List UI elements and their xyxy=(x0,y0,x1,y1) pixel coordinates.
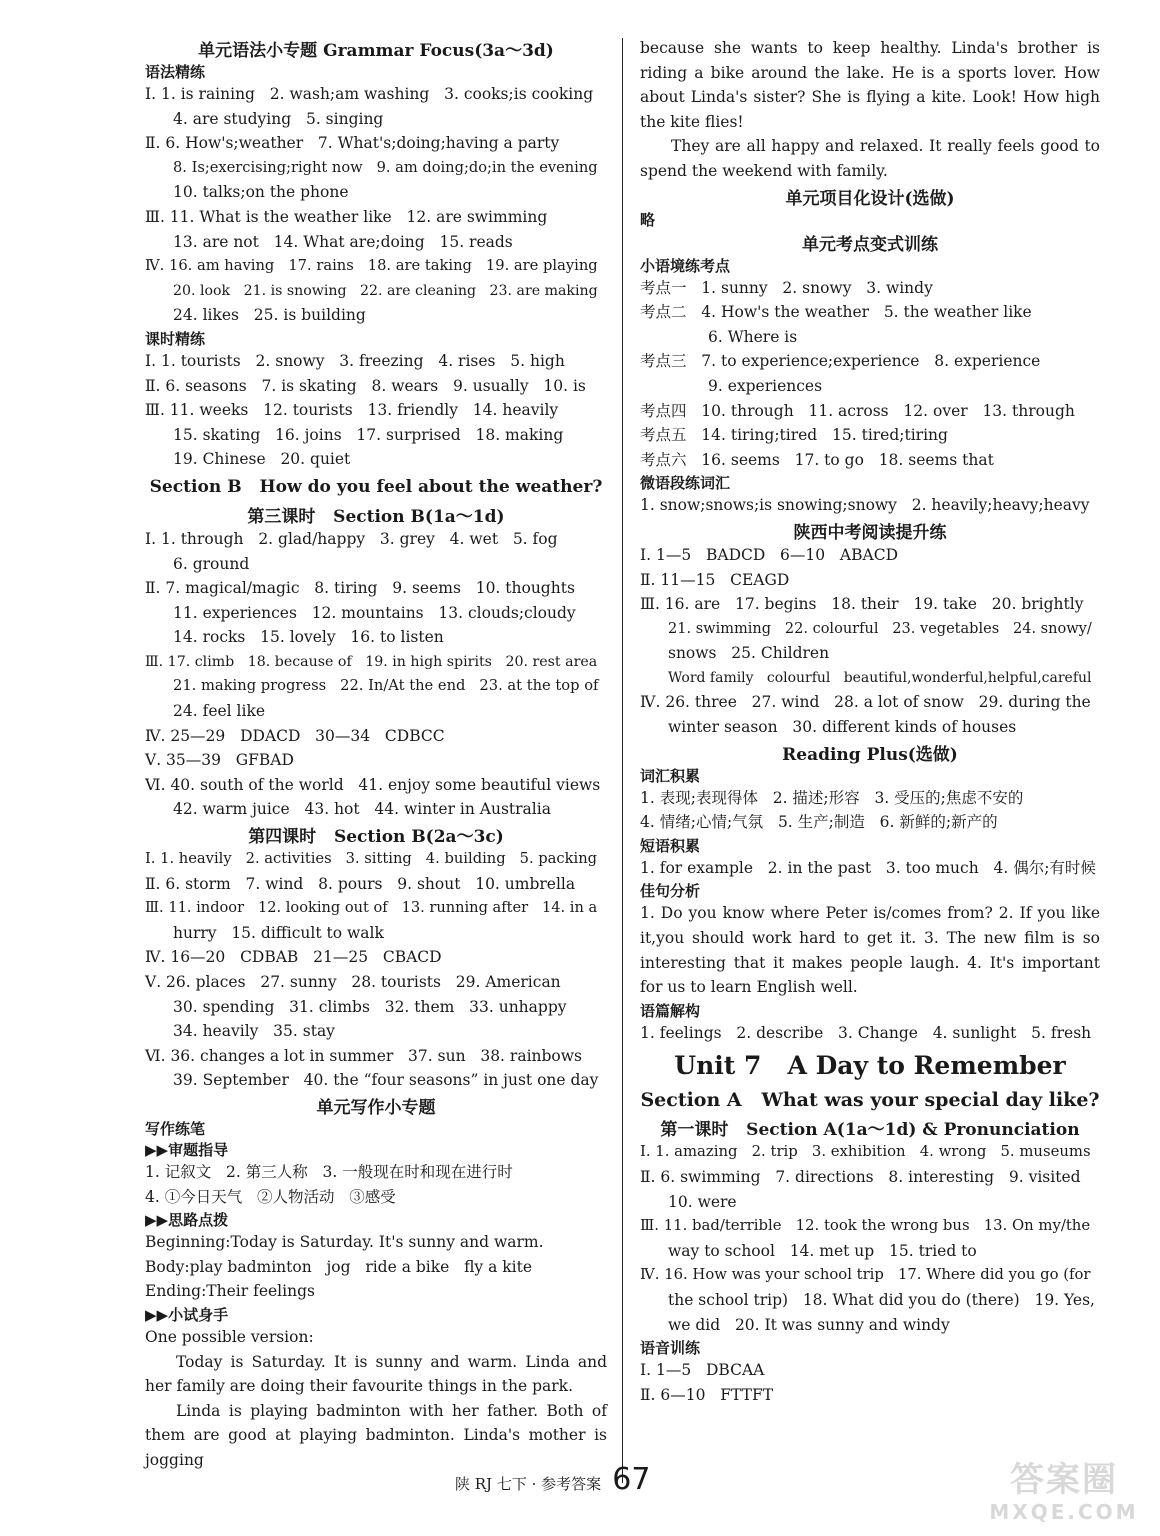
answer-line: Ⅳ. 26. three 27. wind 28. a lot of snow 29. during the xyxy=(640,693,1091,712)
watermark-text: 答案圈 xyxy=(1010,1460,1118,1500)
paragraph: Linda is playing badminton with her father. Both of them are good at playing badminton. Linda's mother is jogging xyxy=(145,1401,607,1469)
subheading: 语法精练 xyxy=(145,63,206,81)
answer-line-continued: 15. skating 16. joins 17. surprised 18. making xyxy=(173,425,564,444)
section-heading: 单元考点变式训练 xyxy=(802,234,938,255)
subheading: 词汇积累 xyxy=(640,766,701,785)
answer-line-continued: 24. feel like xyxy=(173,702,266,721)
section-heading: 单元写作小专题 xyxy=(316,1097,436,1118)
answer-line-continued: 11. experiences 12. mountains 13. clouds;cloudy xyxy=(173,603,576,622)
answer-line-continued: we did 20. It was sunny and windy xyxy=(668,1315,950,1334)
answer-line-continued: 4. are studying 5. singing xyxy=(173,109,384,128)
answer-line-continued: 10. were xyxy=(668,1192,737,1211)
subheading: ▶▶思路点拨 xyxy=(145,1211,229,1230)
section-heading: 第三课时 Section B(1a～1d) xyxy=(247,506,505,527)
answer-line: Ⅱ. 6—10 FTTFT xyxy=(640,1385,774,1404)
answer-line: Ⅰ. 1—5 DBCAA xyxy=(640,1361,765,1380)
section-heading: 陕西中考阅读提升练 xyxy=(793,522,947,543)
answer-line-continued: snows 25. Children xyxy=(668,644,830,663)
answer-line: Ⅲ. 11. What is the weather like 12. are swimming xyxy=(145,207,548,226)
answer-line: 1. 表现;表现得体 2. 描述;形容 3. 受压的;焦虑不安的 xyxy=(640,788,1024,807)
answer-line: 考点五 14. tiring;tired 15. tired;tiring xyxy=(640,426,948,445)
answer-line: 1. 记叙文 2. 第三人称 3. 一般现在时和现在进行时 xyxy=(145,1162,513,1181)
paragraph: Today is Saturday. It is sunny and warm. Linda and her family are doing their favourite things in the park. xyxy=(145,1352,607,1396)
column-divider xyxy=(622,38,623,1483)
answer-line: Ⅱ. 6. storm 7. wind 8. pours 9. shout 10. umbrella xyxy=(145,874,576,893)
answer-line: Ⅲ. 11. indoor 12. looking out of 13. running after 14. in a xyxy=(145,899,598,917)
answer-line-continued: 21. making progress 22. In/At the end 23. at the top of xyxy=(173,677,599,695)
paragraph: because she wants to keep healthy. Linda's brother is riding a bike around the lake. He is a sports lover. How about Linda's sister? She is flying a kite. Look! How high the kite flies! xyxy=(640,39,1100,131)
subheading: 微语段练词汇 xyxy=(640,474,731,493)
section-heading: 第四课时 Section B(2a～3c) xyxy=(248,827,504,848)
answer-line: Ⅲ. 11. bad/terrible 12. took the wrong bus 13. On my/the xyxy=(640,1217,1091,1235)
answer-line: 1. feelings 2. describe 3. Change 4. sunlight 5. fresh xyxy=(640,1023,1092,1042)
answer-line: Beginning:Today is Saturday. It's sunny and warm. xyxy=(145,1233,544,1252)
subheading: 短语积累 xyxy=(640,836,701,855)
answer-line-continued: 19. Chinese 20. quiet xyxy=(173,450,351,469)
answer-line-continued: way to school 14. met up 15. tried to xyxy=(668,1241,977,1260)
answer-line: Ⅰ. 1. heavily 2. activities 3. sitting 4. building 5. packing xyxy=(145,850,598,868)
answer-line: Ⅵ. 40. south of the world 41. enjoy some beautiful views xyxy=(145,775,601,794)
section-heading: 第一课时 Section A(1a～1d) & Pronunciation xyxy=(660,1120,1080,1141)
answer-line: Ⅱ. 7. magical/magic 8. tiring 9. seems 10. thoughts xyxy=(145,579,575,598)
answer-line: Ⅱ. 11—15 CEAGD xyxy=(640,570,790,589)
right-column xyxy=(640,36,1100,1407)
subheading: ▶▶审题指导 xyxy=(145,1140,229,1159)
answer-line: Ⅰ. 1. through 2. glad/happy 3. grey 4. wet 5. fog xyxy=(145,529,558,548)
answer-line-continued: 34. heavily 35. stay xyxy=(173,1022,335,1041)
answer-line: Ⅳ. 25—29 DDACD 30—34 CDBCC xyxy=(145,726,445,745)
answer-line: Ⅳ. 16. How was your school trip 17. Where did you go (for xyxy=(640,1266,1091,1284)
answer-line: 考点四 10. through 11. across 12. over 13. through xyxy=(640,401,1075,420)
answer-line: Ⅱ. 6. seasons 7. is skating 8. wears 9. usually 10. is xyxy=(145,376,586,395)
unit-title: Unit 7 A Day to Remember xyxy=(674,1051,1066,1081)
subheading: 写作练笔 xyxy=(145,1119,206,1138)
answer-line: Ⅱ. 6. swimming 7. directions 8. interesting 9. visited xyxy=(640,1168,1081,1186)
answer-line: 考点三 7. to experience;experience 8. experience xyxy=(640,352,1041,371)
answer-line: Ⅳ. 16—20 CDBAB 21—25 CBACD xyxy=(145,948,442,967)
answer-line: Ⅰ. 1—5 BADCD 6—10 ABACD xyxy=(640,545,898,564)
answer-line-continued: 20. look 21. is snowing 22. are cleaning 23. are making xyxy=(173,282,598,299)
answer-line: 考点一 1. sunny 2. snowy 3. windy xyxy=(640,278,933,297)
answer-line: Ⅲ. 16. are 17. begins 18. their 19. take 20. brightly xyxy=(640,595,1084,614)
answer-line: Ⅳ. 16. am having 17. rains 18. are taking 19. are playing xyxy=(145,257,598,275)
paragraph: 1. Do you know where Peter is/comes from? 2. If you like it,you should work hard to get it. 3. The new film is so interesting that it makes people laugh. 4. It's important for us to learn English well. xyxy=(640,904,1100,997)
subheading: 语篇解构 xyxy=(640,1001,701,1020)
subheading: ▶▶小试身手 xyxy=(145,1305,229,1324)
answer-line-continued: Word family colourful beautiful,wonderful,helpful,careful xyxy=(668,669,1092,686)
answer-line: Ⅰ. 1. amazing 2. trip 3. exhibition 4. wrong 5. museums xyxy=(640,1143,1091,1161)
subheading: 小语境练考点 xyxy=(640,256,731,275)
section-heading: Reading Plus(选做) xyxy=(782,744,958,765)
answer-line-continued: 6. ground xyxy=(173,554,250,573)
answer-line: One possible version: xyxy=(145,1327,314,1346)
answer-line-continued: 24. likes 25. is building xyxy=(173,306,366,325)
answer-line: 考点二 4. How's the weather 5. the weather like xyxy=(640,303,1032,322)
answer-line: Ending:Their feelings xyxy=(145,1282,315,1301)
subheading: 课时精练 xyxy=(145,329,206,348)
answer-line: Ⅵ. 36. changes a lot in summer 37. sun 38. rainbows xyxy=(145,1046,582,1065)
answer-line-continued: 10. talks;on the phone xyxy=(173,183,349,202)
section-heading: 单元项目化设计(选做) xyxy=(785,188,955,209)
answer-line: 4. 情绪;心情;气氛 5. 生产;制造 6. 新鲜的;新产的 xyxy=(640,813,998,832)
answer-line: Ⅰ. 1. is raining 2. wash;am washing 3. cooks;is cooking xyxy=(145,85,594,103)
answer-line-continued: 39. September 40. the “four seasons” in just one day xyxy=(173,1071,599,1090)
subheading: 略 xyxy=(640,210,656,229)
answer-line-continued: 8. Is;exercising;right now 9. am doing;do;in the evening xyxy=(173,158,598,176)
answer-line: 考点六 16. seems 17. to go 18. seems that xyxy=(640,450,994,469)
answer-line: Ⅱ. 6. How's;weather 7. What's;doing;having a party xyxy=(145,134,560,153)
watermark-url: MXQE.COM xyxy=(989,1500,1139,1524)
answer-line: 1. snow;snows;is snowing;snowy 2. heavily;heavy;heavy xyxy=(640,496,1090,515)
answer-line-continued: 9. experiences xyxy=(708,376,823,395)
answer-line-continued: 30. spending 31. climbs 32. them 33. unhappy xyxy=(173,997,567,1016)
section-title: Section B How do you feel about the weather? xyxy=(149,476,603,497)
watermark-logo xyxy=(978,1460,1150,1530)
answer-line-continued: the school trip) 18. What did you do (there) 19. Yes, xyxy=(668,1290,1095,1309)
section-heading: 单元语法小专题 Grammar Focus(3a～3d) xyxy=(198,41,554,61)
answer-line-continued: 21. swimming 22. colourful 23. vegetables 24. snowy/ xyxy=(668,620,1092,637)
subheading: 佳句分析 xyxy=(640,882,701,901)
answer-line-continued: 6. Where is xyxy=(708,327,798,346)
page-number: 67 xyxy=(612,1462,651,1497)
answer-line-continued: 14. rocks 15. lovely 16. to listen xyxy=(173,628,444,647)
left-column xyxy=(145,36,607,1473)
answer-line: Body:play badminton jog ride a bike fly a kite xyxy=(145,1257,533,1276)
answer-line: Ⅲ. 11. weeks 12. tourists 13. friendly 14. heavily xyxy=(145,401,559,420)
section-title: Section A What was your special day like? xyxy=(640,1089,1100,1112)
answer-line: Ⅲ. 17. climb 18. because of 19. in high spirits 20. rest area xyxy=(145,653,598,670)
page-footer xyxy=(455,1462,650,1497)
subheading: 语音训练 xyxy=(640,1339,701,1358)
answer-line-continued: 13. are not 14. What are;doing 15. reads xyxy=(173,232,513,251)
answer-line-continued: hurry 15. difficult to walk xyxy=(173,923,384,942)
answer-line-continued: 42. warm juice 43. hot 44. winter in Australia xyxy=(173,800,551,819)
answer-line: Ⅴ. 35—39 GFBAD xyxy=(145,751,294,770)
answer-line: 4. ①今日天气 ②人物活动 ③感受 xyxy=(145,1187,396,1206)
answer-line: Ⅴ. 26. places 27. sunny 28. tourists 29. American xyxy=(145,973,561,991)
answer-line: 1. for example 2. in the past 3. too much 4. 偶尔;有时候 xyxy=(640,858,1096,877)
footer-label: 陕 RJ 七下 · 参考答案 xyxy=(455,1475,602,1493)
answer-line: Ⅰ. 1. tourists 2. snowy 3. freezing 4. rises 5. high xyxy=(145,351,565,370)
answer-line-continued: winter season 30. different kinds of houses xyxy=(668,718,1017,737)
paragraph: They are all happy and relaxed. It really feels good to spend the weekend with family. xyxy=(640,137,1100,180)
